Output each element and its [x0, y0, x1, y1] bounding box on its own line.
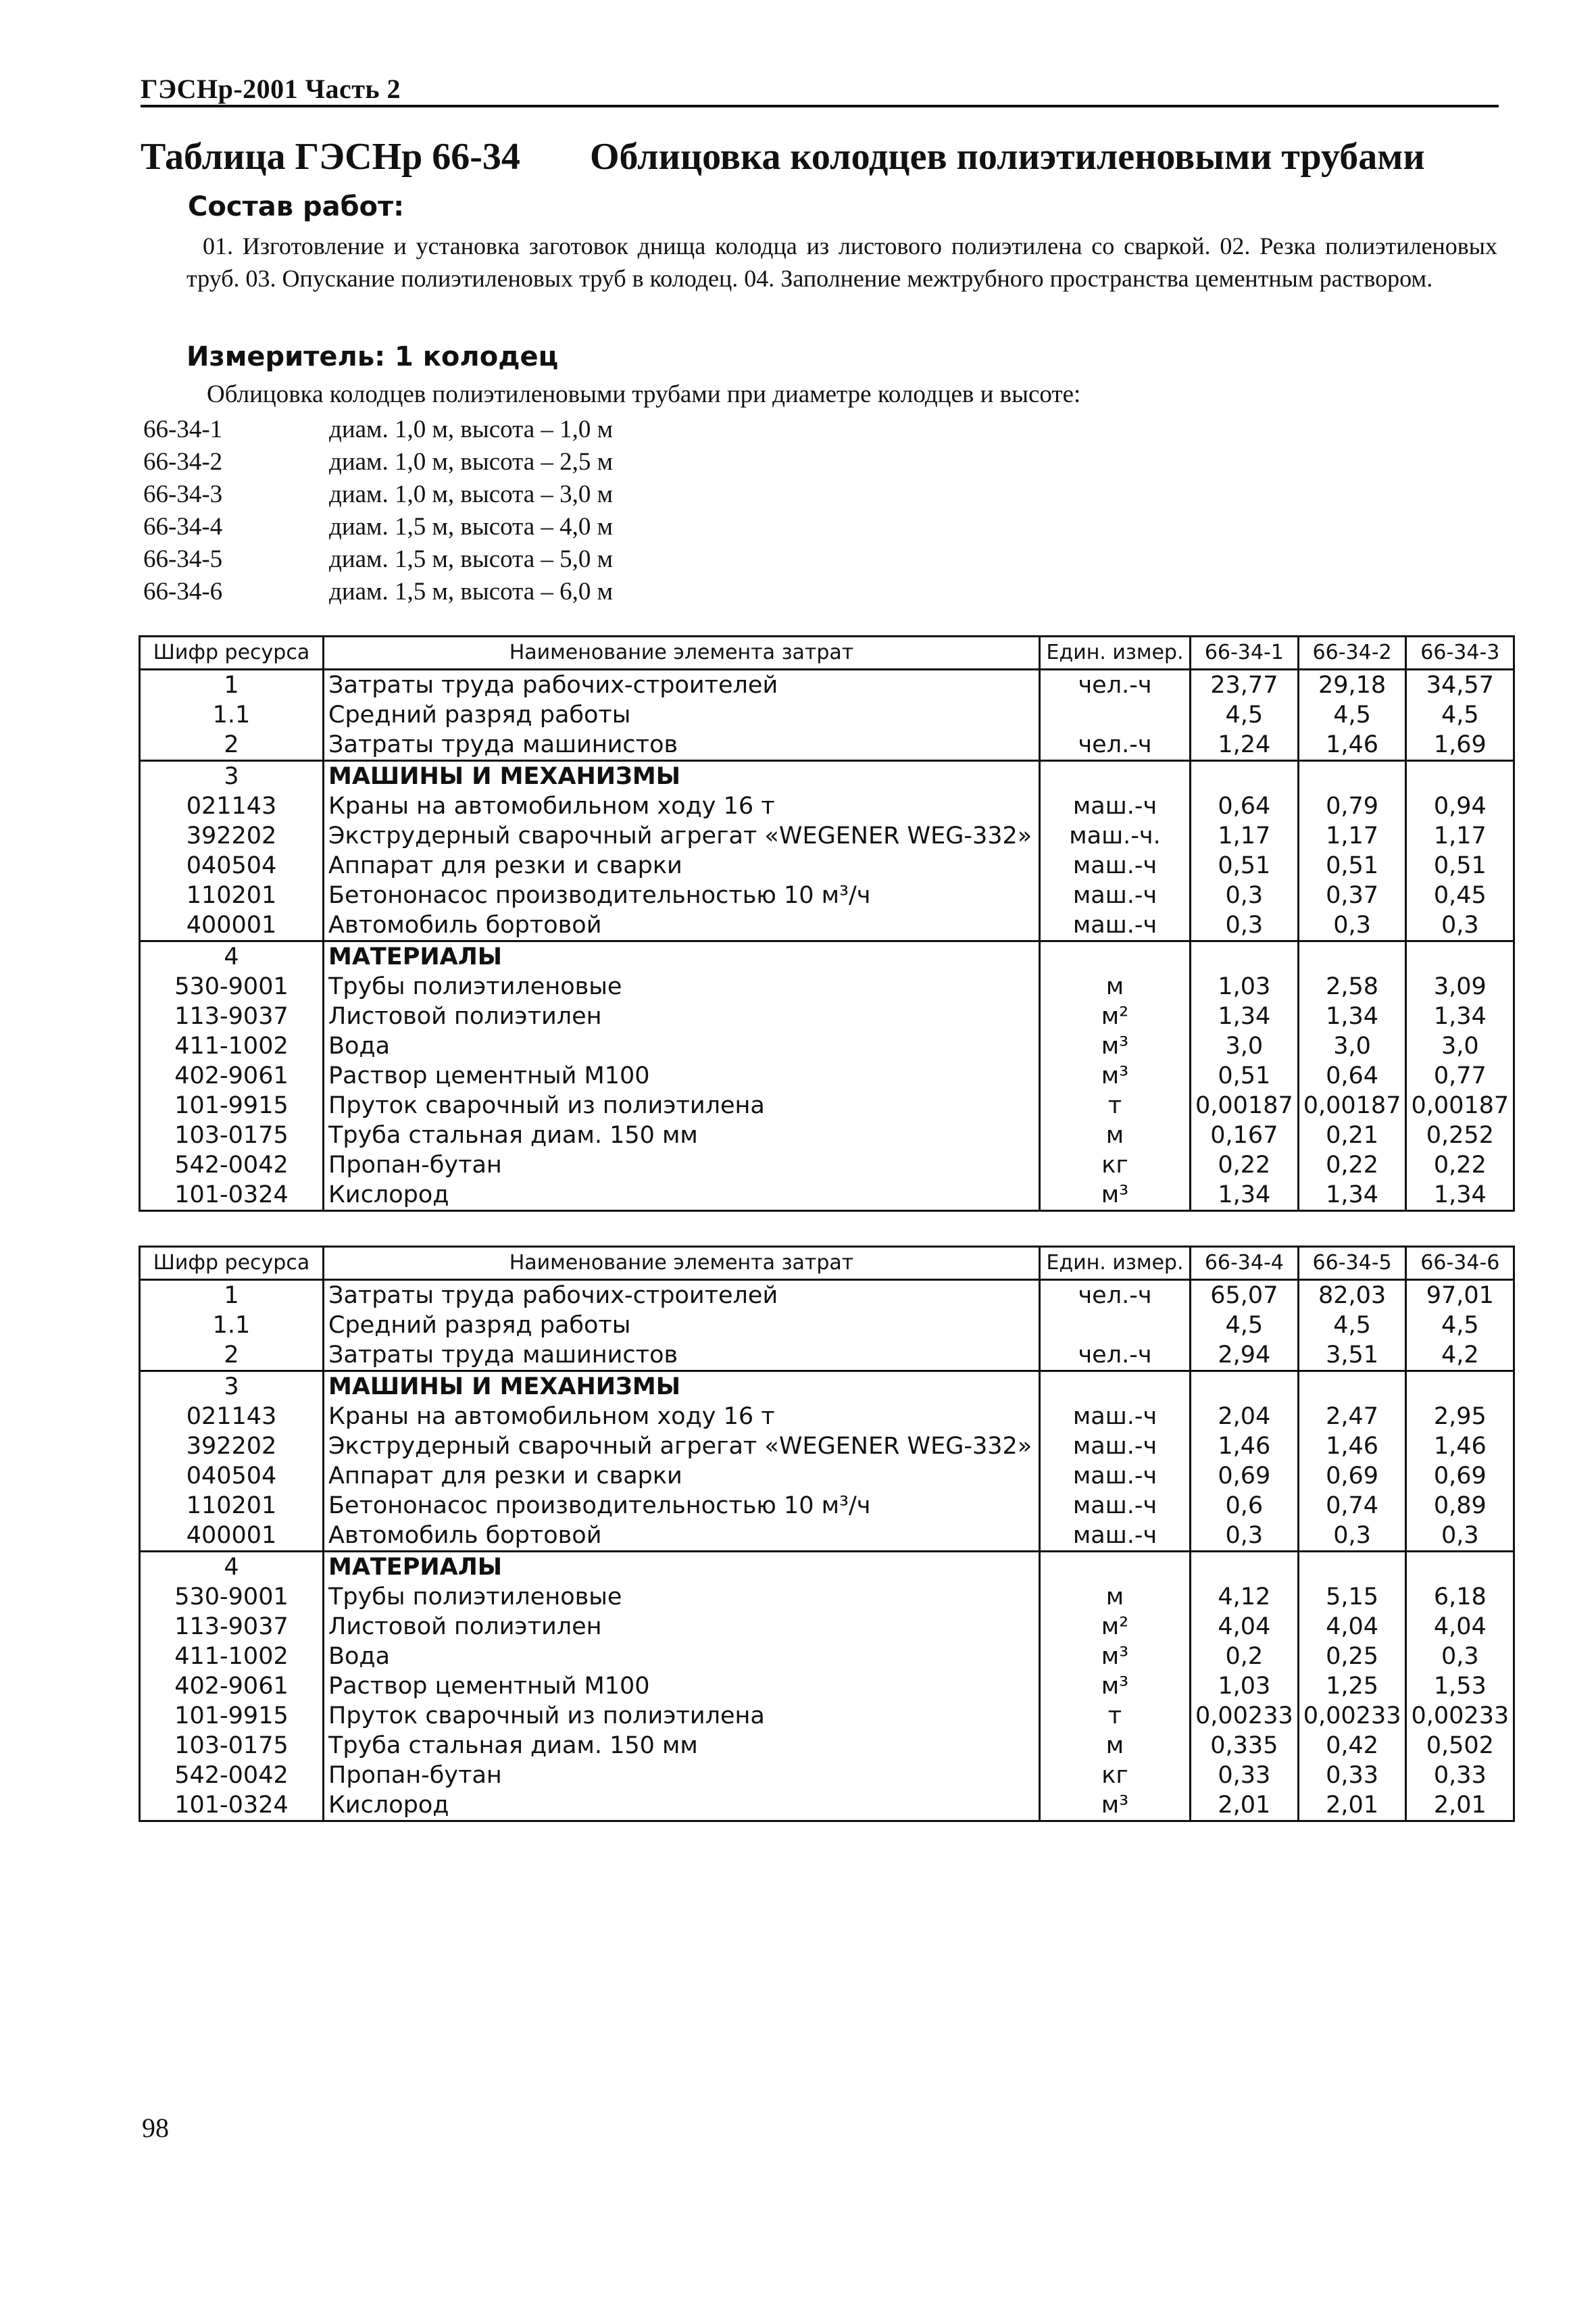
table-title [141, 135, 1425, 178]
resource-name: Трубы полиэтиленовые [324, 1582, 1040, 1612]
resource-name: Раствор цементный М100 [324, 1061, 1040, 1091]
resource-value [1406, 1552, 1514, 1583]
resource-unit: т [1040, 1091, 1191, 1121]
resource-name: Листовой полиэтилен [324, 1002, 1040, 1031]
resource-value: 0,2 [1191, 1642, 1299, 1671]
resource-value: 0,45 [1406, 881, 1514, 910]
resource-unit: м³ [1040, 1790, 1191, 1821]
header-variant: 66-34-3 [1406, 637, 1514, 670]
resource-code: 542-0042 [140, 1150, 324, 1180]
header-code: Шифр ресурса [140, 1247, 324, 1280]
resource-code: 402-9061 [140, 1671, 324, 1701]
resource-value [1298, 1552, 1406, 1583]
resource-name: Труба стальная диам. 150 мм [324, 1731, 1040, 1761]
resource-unit: маш.-ч [1040, 1521, 1191, 1552]
table-row [140, 1552, 1514, 1583]
table-row [140, 1790, 1514, 1821]
resource-unit: м³ [1040, 1031, 1191, 1061]
resource-name: Экструдерный сварочный агрегат «WEGENER WEG-332» [324, 821, 1040, 851]
resource-value: 29,18 [1298, 670, 1406, 701]
resource-name: МАТЕРИАЛЫ [324, 941, 1040, 973]
variant-description: диам. 1,5 м, высота – 4,0 м [329, 513, 614, 541]
resource-value: 0,3 [1406, 1642, 1514, 1671]
resource-code: 400001 [140, 1521, 324, 1552]
resource-value: 97,01 [1406, 1280, 1514, 1311]
resource-unit [1040, 941, 1191, 973]
resource-value: 4,04 [1298, 1612, 1406, 1642]
resource-name: Краны на автомобильном ходу 16 т [324, 1402, 1040, 1431]
table-row [140, 700, 1514, 730]
resource-name: Вода [324, 1642, 1040, 1671]
resource-value: 2,01 [1191, 1790, 1299, 1821]
resource-value: 0,22 [1406, 1150, 1514, 1180]
resource-value: 1,46 [1191, 1431, 1299, 1461]
resource-value: 0,69 [1298, 1461, 1406, 1491]
resource-unit: м [1040, 972, 1191, 1002]
header-rule [141, 105, 1499, 107]
resource-value: 0,51 [1406, 851, 1514, 881]
resource-value: 0,51 [1191, 1061, 1299, 1091]
resource-unit: маш.-ч [1040, 851, 1191, 881]
variant-description: диам. 1,5 м, высота – 5,0 м [329, 545, 614, 573]
resource-unit [1040, 1310, 1191, 1340]
resource-value: 1,46 [1298, 1431, 1406, 1461]
resource-value [1298, 941, 1406, 973]
resource-value: 0,33 [1406, 1761, 1514, 1790]
resource-value: 0,6 [1191, 1491, 1299, 1521]
header-unit: Един. измер. [1040, 1247, 1191, 1280]
resource-unit: т [1040, 1701, 1191, 1731]
variant-item [143, 414, 613, 446]
resource-unit: чел.-ч [1040, 1280, 1191, 1311]
resource-value: 0,3 [1406, 910, 1514, 941]
table-row [140, 1150, 1514, 1180]
resource-value: 3,0 [1406, 1031, 1514, 1061]
resource-code: 021143 [140, 1402, 324, 1431]
resource-value: 0,69 [1191, 1461, 1299, 1491]
header-variant: 66-34-2 [1298, 637, 1406, 670]
resource-value: 0,22 [1191, 1150, 1299, 1180]
table-row [140, 1521, 1514, 1552]
resource-value: 0,00233 [1298, 1701, 1406, 1731]
resource-value: 82,03 [1298, 1280, 1406, 1311]
resource-unit [1040, 1552, 1191, 1583]
resource-code: 530-9001 [140, 1582, 324, 1612]
resource-value: 0,25 [1298, 1642, 1406, 1671]
resource-value: 4,2 [1406, 1340, 1514, 1371]
resource-unit [1040, 761, 1191, 792]
table-row [140, 1491, 1514, 1521]
resource-value: 0,00233 [1191, 1701, 1299, 1731]
resource-value: 0,00233 [1406, 1701, 1514, 1731]
resource-value: 0,00187 [1298, 1091, 1406, 1121]
resource-value: 4,5 [1406, 1310, 1514, 1340]
resource-value: 4,04 [1191, 1612, 1299, 1642]
table-row [140, 1761, 1514, 1790]
resource-value: 0,00187 [1406, 1091, 1514, 1121]
resource-unit: м [1040, 1731, 1191, 1761]
table-row [140, 1340, 1514, 1371]
resource-name: МАШИНЫ И МЕХАНИЗМЫ [324, 1371, 1040, 1402]
table-row [140, 941, 1514, 973]
resource-value: 2,01 [1406, 1790, 1514, 1821]
variant-description: диам. 1,0 м, высота – 2,5 м [329, 448, 614, 476]
resource-value: 4,5 [1191, 700, 1299, 730]
resource-table-1 [139, 635, 1515, 1212]
resource-unit: м³ [1040, 1061, 1191, 1091]
resource-value: 0,21 [1298, 1121, 1406, 1150]
resource-unit: маш.-ч [1040, 1402, 1191, 1431]
resource-value: 1,46 [1298, 730, 1406, 761]
table-row [140, 1091, 1514, 1121]
header-unit: Един. измер. [1040, 637, 1191, 670]
resource-value: 1,34 [1406, 1002, 1514, 1031]
resource-code: 1 [140, 1280, 324, 1311]
resource-code: 101-0324 [140, 1790, 324, 1821]
resource-value: 0,89 [1406, 1491, 1514, 1521]
table-row [140, 821, 1514, 851]
resource-name: Вода [324, 1031, 1040, 1061]
resource-value: 0,33 [1298, 1761, 1406, 1790]
resource-unit: м² [1040, 1612, 1191, 1642]
resource-value: 0,502 [1406, 1731, 1514, 1761]
resource-value: 23,77 [1191, 670, 1299, 701]
resource-value [1191, 761, 1299, 792]
resource-unit: кг [1040, 1150, 1191, 1180]
variant-item [143, 478, 613, 511]
table-row [140, 972, 1514, 1002]
composition-text: 01. Изготовление и установка заготовок днища колодца из листового полиэтилена со сваркой. 02. Резка полиэтиленовых труб. 03. Опускание полиэтиленовых труб в колодец. 04. Заполнение межтрубного пространства цементным раствором. [186, 232, 1497, 292]
resource-value: 5,15 [1298, 1582, 1406, 1612]
table-row [140, 1582, 1514, 1612]
resource-name: Средний разряд работы [324, 700, 1040, 730]
resource-name: Трубы полиэтиленовые [324, 972, 1040, 1002]
resource-value: 0,00187 [1191, 1091, 1299, 1121]
table-row [140, 1431, 1514, 1461]
resource-code: 113-9037 [140, 1612, 324, 1642]
resource-code: 2 [140, 1340, 324, 1371]
resource-code: 110201 [140, 881, 324, 910]
resource-name: Кислород [324, 1180, 1040, 1211]
resource-name: Бетононасос производительностью 10 м³/ч [324, 881, 1040, 910]
resource-value [1298, 1371, 1406, 1402]
resource-value: 3,0 [1191, 1031, 1299, 1061]
resource-name: Аппарат для резки и сварки [324, 1461, 1040, 1491]
resource-code: 101-9915 [140, 1091, 324, 1121]
resource-value: 1,53 [1406, 1671, 1514, 1701]
resource-value: 1,69 [1406, 730, 1514, 761]
resource-value: 2,01 [1298, 1790, 1406, 1821]
resource-unit [1040, 1371, 1191, 1402]
variant-code: 66-34-2 [143, 448, 223, 476]
resource-code: 2 [140, 730, 324, 761]
resource-code: 040504 [140, 851, 324, 881]
resource-value: 2,58 [1298, 972, 1406, 1002]
table-row [140, 791, 1514, 821]
variant-description: диам. 1,0 м, высота – 1,0 м [329, 416, 614, 443]
resource-value: 2,04 [1191, 1402, 1299, 1431]
table-row [140, 1402, 1514, 1431]
resource-unit: маш.-ч [1040, 1431, 1191, 1461]
resource-value: 2,94 [1191, 1340, 1299, 1371]
resource-name: МАТЕРИАЛЫ [324, 1552, 1040, 1583]
table-header-row [140, 1247, 1514, 1280]
variant-code: 66-34-3 [143, 481, 223, 508]
resource-value: 34,57 [1406, 670, 1514, 701]
resource-value: 2,95 [1406, 1402, 1514, 1431]
resource-value [1406, 941, 1514, 973]
resource-value: 1,17 [1298, 821, 1406, 851]
resource-code: 402-9061 [140, 1061, 324, 1091]
resource-unit: маш.-ч [1040, 881, 1191, 910]
resource-name: Затраты труда машинистов [324, 730, 1040, 761]
resource-value: 4,04 [1406, 1612, 1514, 1642]
resource-unit: чел.-ч [1040, 1340, 1191, 1371]
resource-value: 0,3 [1298, 1521, 1406, 1552]
table-row [140, 1731, 1514, 1761]
resource-name: Пруток сварочный из полиэтилена [324, 1701, 1040, 1731]
resource-value: 0,94 [1406, 791, 1514, 821]
resource-code: 3 [140, 1371, 324, 1402]
resource-code: 103-0175 [140, 1731, 324, 1761]
resource-unit: маш.-ч [1040, 1461, 1191, 1491]
page-number: 98 [142, 2113, 169, 2143]
resource-value: 1,34 [1191, 1002, 1299, 1031]
table-row [140, 1121, 1514, 1150]
variants-intro: Облицовка колодцев полиэтиленовыми трубами при диаметре колодцев и высоте: [207, 380, 1081, 408]
variant-code: 66-34-1 [143, 416, 223, 443]
resource-name: Бетононасос производительностью 10 м³/ч [324, 1491, 1040, 1521]
table-row [140, 1701, 1514, 1731]
resource-value: 0,3 [1191, 1521, 1299, 1552]
resource-value: 1,03 [1191, 1671, 1299, 1701]
resource-name: Пропан-бутан [324, 1150, 1040, 1180]
resource-value: 3,51 [1298, 1340, 1406, 1371]
resource-value: 4,5 [1298, 1310, 1406, 1340]
resource-value: 4,5 [1406, 700, 1514, 730]
resource-value: 0,252 [1406, 1121, 1514, 1150]
header-name: Наименование элемента затрат [324, 1247, 1040, 1280]
resource-value: 1,34 [1406, 1180, 1514, 1211]
table-row [140, 730, 1514, 761]
resource-code: 3 [140, 761, 324, 792]
resource-value: 0,37 [1298, 881, 1406, 910]
resource-value: 4,5 [1298, 700, 1406, 730]
resource-unit: кг [1040, 1761, 1191, 1790]
resource-code: 530-9001 [140, 972, 324, 1002]
resource-code: 1.1 [140, 1310, 324, 1340]
resource-value: 1,25 [1298, 1671, 1406, 1701]
resource-unit: маш.-ч [1040, 910, 1191, 941]
resource-name: Средний разряд работы [324, 1310, 1040, 1340]
table-header-row [140, 637, 1514, 670]
table-row [140, 1031, 1514, 1061]
resource-name: Автомобиль бортовой [324, 1521, 1040, 1552]
variant-item [143, 511, 613, 543]
resource-unit: чел.-ч [1040, 730, 1191, 761]
resource-value: 0,74 [1298, 1491, 1406, 1521]
resource-name: Экструдерный сварочный агрегат «WEGENER WEG-332» [324, 1431, 1040, 1461]
resource-unit: м³ [1040, 1642, 1191, 1671]
resource-name: Затраты труда рабочих-строителей [324, 1280, 1040, 1311]
resource-unit: м [1040, 1121, 1191, 1150]
resource-value: 0,22 [1298, 1150, 1406, 1180]
table-row [140, 761, 1514, 792]
resource-value: 4,12 [1191, 1582, 1299, 1612]
measure-unit: Измеритель: 1 колодец [186, 341, 559, 372]
resource-name: Пруток сварочный из полиэтилена [324, 1091, 1040, 1121]
resource-value: 0,69 [1406, 1461, 1514, 1491]
table-row [140, 1280, 1514, 1311]
table-row [140, 1612, 1514, 1642]
resource-value: 1,17 [1406, 821, 1514, 851]
resource-value: 0,3 [1406, 1521, 1514, 1552]
resource-value: 0,64 [1298, 1061, 1406, 1091]
resource-value: 3,0 [1298, 1031, 1406, 1061]
table-row [140, 1371, 1514, 1402]
resource-value: 1,34 [1191, 1180, 1299, 1211]
table-row [140, 1310, 1514, 1340]
resource-code: 040504 [140, 1461, 324, 1491]
resource-value [1191, 1552, 1299, 1583]
resource-value: 0,64 [1191, 791, 1299, 821]
table-row [140, 881, 1514, 910]
resource-name: Листовой полиэтилен [324, 1612, 1040, 1642]
table-row [140, 1461, 1514, 1491]
resource-code: 392202 [140, 821, 324, 851]
table-row [140, 1180, 1514, 1211]
table-row [140, 910, 1514, 941]
resource-unit: маш.-ч [1040, 1491, 1191, 1521]
resource-name: Автомобиль бортовой [324, 910, 1040, 941]
resource-value [1298, 761, 1406, 792]
resource-value: 0,51 [1298, 851, 1406, 881]
resource-name: Кислород [324, 1790, 1040, 1821]
resource-value: 0,335 [1191, 1731, 1299, 1761]
table-title-code: Таблица ГЭСНр 66-34 [141, 136, 520, 178]
variant-code: 66-34-4 [143, 513, 223, 541]
resource-unit: м³ [1040, 1180, 1191, 1211]
variant-code: 66-34-6 [143, 578, 223, 606]
resource-name: Затраты труда машинистов [324, 1340, 1040, 1371]
table-row [140, 670, 1514, 701]
resource-value [1191, 1371, 1299, 1402]
resource-name: Краны на автомобильном ходу 16 т [324, 791, 1040, 821]
resource-unit [1040, 700, 1191, 730]
header-name: Наименование элемента затрат [324, 637, 1040, 670]
resource-code: 400001 [140, 910, 324, 941]
resource-name: МАШИНЫ И МЕХАНИЗМЫ [324, 761, 1040, 792]
resource-unit: м³ [1040, 1671, 1191, 1701]
resource-code: 1.1 [140, 700, 324, 730]
table-row [140, 851, 1514, 881]
resource-name: Аппарат для резки и сварки [324, 851, 1040, 881]
resource-value: 0,3 [1298, 910, 1406, 941]
resource-value: 65,07 [1191, 1280, 1299, 1311]
resource-code: 101-9915 [140, 1701, 324, 1731]
resource-value: 0,3 [1191, 881, 1299, 910]
resource-unit: м [1040, 1582, 1191, 1612]
variant-item [143, 446, 613, 478]
header-code: Шифр ресурса [140, 637, 324, 670]
running-header: ГЭСНр-2001 Часть 2 [141, 74, 401, 104]
resource-code: 1 [140, 670, 324, 701]
resource-value: 4,5 [1191, 1310, 1299, 1340]
variant-item [143, 576, 613, 608]
resource-value: 0,33 [1191, 1761, 1299, 1790]
resource-unit: маш.-ч [1040, 791, 1191, 821]
composition-label: Состав работ: [188, 191, 405, 222]
header-variant: 66-34-1 [1191, 637, 1299, 670]
resource-value: 0,42 [1298, 1731, 1406, 1761]
resource-value: 1,34 [1298, 1180, 1406, 1211]
table-title-name: Облицовка колодцев полиэтиленовыми трубами [590, 136, 1425, 178]
resource-unit: м² [1040, 1002, 1191, 1031]
variants-list [143, 414, 613, 608]
resource-code: 542-0042 [140, 1761, 324, 1790]
resource-code: 4 [140, 1552, 324, 1583]
resource-name: Раствор цементный М100 [324, 1671, 1040, 1701]
resource-name: Затраты труда рабочих-строителей [324, 670, 1040, 701]
header-variant: 66-34-4 [1191, 1247, 1299, 1280]
resource-value: 0,77 [1406, 1061, 1514, 1091]
table-row [140, 1671, 1514, 1701]
resource-table-2 [139, 1246, 1515, 1822]
resource-value: 1,34 [1298, 1002, 1406, 1031]
header-variant: 66-34-6 [1406, 1247, 1514, 1280]
variant-code: 66-34-5 [143, 545, 223, 573]
resource-code: 392202 [140, 1431, 324, 1461]
table-row [140, 1061, 1514, 1091]
resource-code: 021143 [140, 791, 324, 821]
resource-value: 0,51 [1191, 851, 1299, 881]
resource-value: 0,79 [1298, 791, 1406, 821]
resource-value: 1,03 [1191, 972, 1299, 1002]
resource-name: Труба стальная диам. 150 мм [324, 1121, 1040, 1150]
resource-unit: маш.-ч. [1040, 821, 1191, 851]
resource-code: 101-0324 [140, 1180, 324, 1211]
header-variant: 66-34-5 [1298, 1247, 1406, 1280]
table-row [140, 1002, 1514, 1031]
variant-description: диам. 1,5 м, высота – 6,0 м [329, 578, 614, 606]
resource-value: 0,167 [1191, 1121, 1299, 1150]
resource-unit: чел.-ч [1040, 670, 1191, 701]
resource-value [1406, 761, 1514, 792]
resource-value: 3,09 [1406, 972, 1514, 1002]
resource-value [1191, 941, 1299, 973]
resource-value: 2,47 [1298, 1402, 1406, 1431]
resource-name: Пропан-бутан [324, 1761, 1040, 1790]
resource-code: 411-1002 [140, 1031, 324, 1061]
resource-code: 4 [140, 941, 324, 973]
resource-value: 1,46 [1406, 1431, 1514, 1461]
resource-code: 103-0175 [140, 1121, 324, 1150]
variant-description: диам. 1,0 м, высота – 3,0 м [329, 481, 614, 508]
variant-item [143, 543, 613, 576]
table-row [140, 1642, 1514, 1671]
resource-code: 110201 [140, 1491, 324, 1521]
resource-code: 411-1002 [140, 1642, 324, 1671]
resource-value: 1,17 [1191, 821, 1299, 851]
resource-code: 113-9037 [140, 1002, 324, 1031]
resource-value: 6,18 [1406, 1582, 1514, 1612]
resource-value: 0,3 [1191, 910, 1299, 941]
resource-value: 1,24 [1191, 730, 1299, 761]
resource-value [1406, 1371, 1514, 1402]
